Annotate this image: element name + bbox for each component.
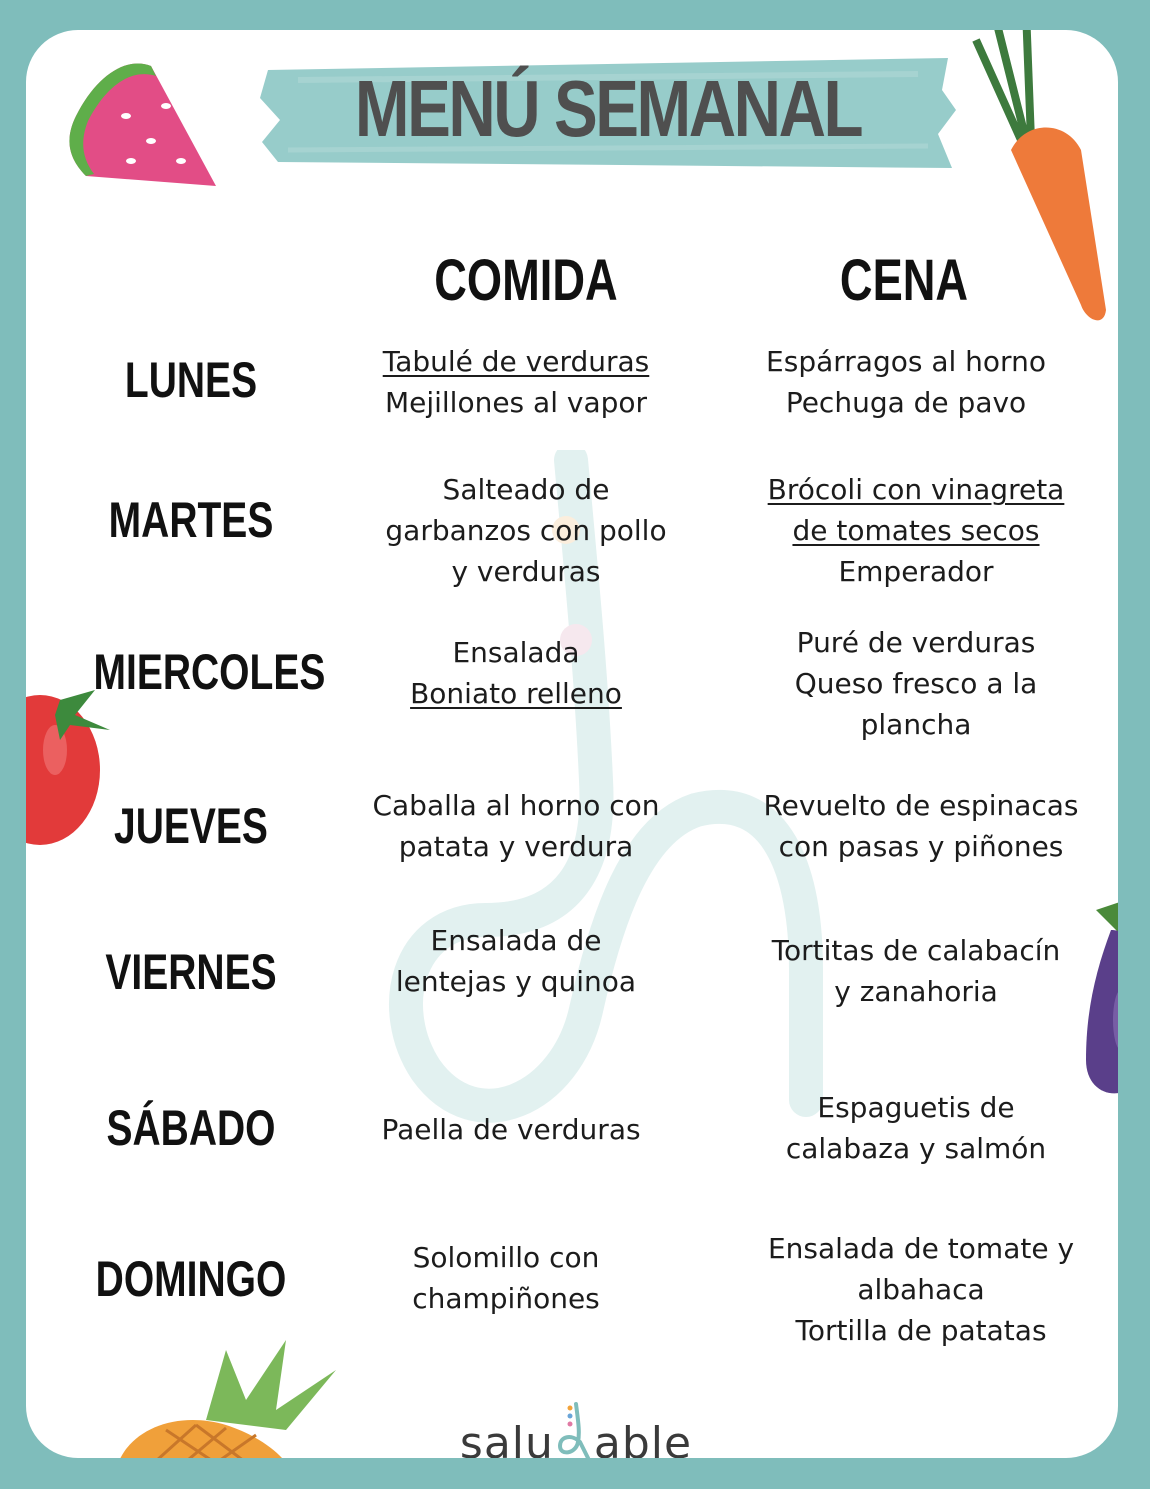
meal-line: Pechuga de pavo bbox=[785, 386, 1027, 419]
meal-line: Puré de verduras bbox=[796, 626, 1036, 659]
meal-line: Revuelto de espinacas bbox=[763, 789, 1079, 822]
dinner-thursday bbox=[726, 785, 1116, 867]
brand-logo bbox=[446, 1400, 706, 1458]
watermelon-icon bbox=[56, 46, 246, 196]
lunch-monday bbox=[316, 341, 716, 423]
dinner-friday bbox=[726, 930, 1106, 1012]
dinner-sunday bbox=[731, 1228, 1111, 1351]
day-label-sunday: DOMINGO bbox=[95, 1251, 287, 1307]
meal-line: lentejas y quinoa bbox=[395, 965, 637, 998]
meal-line: albahaca bbox=[857, 1273, 985, 1306]
page-title: MENÚ SEMANAL bbox=[354, 64, 862, 153]
lunch-wednesday bbox=[316, 632, 716, 714]
meal-line: de tomates secos bbox=[792, 514, 1040, 547]
meal-line: Brócoli con vinagreta bbox=[767, 473, 1065, 506]
tomato-icon bbox=[26, 660, 120, 850]
menu-card bbox=[26, 30, 1118, 1458]
meal-line: Caballa al horno con bbox=[372, 789, 660, 822]
carrot-icon bbox=[956, 30, 1118, 330]
day-label-tuesday: MARTES bbox=[108, 492, 274, 548]
meal-line: Tortitas de calabacín bbox=[771, 934, 1061, 967]
logo-text-left: salu bbox=[459, 1418, 554, 1458]
meal-line: con pasas y piñones bbox=[778, 830, 1064, 863]
meal-line: Mejillones al vapor bbox=[384, 386, 648, 419]
meal-line: garbanzos con pollo bbox=[385, 514, 667, 547]
day-label-thursday: JUEVES bbox=[114, 798, 268, 854]
day-label-wednesday: MIERCOLES bbox=[93, 644, 326, 700]
meal-line: Emperador bbox=[838, 555, 994, 588]
meal-line: Salteado de bbox=[442, 473, 610, 506]
dinner-saturday bbox=[726, 1087, 1106, 1169]
pineapple-icon bbox=[106, 1330, 366, 1458]
meal-line: Tabulé de verduras bbox=[382, 345, 650, 378]
lunch-friday bbox=[316, 920, 716, 1002]
day-label-monday: LUNES bbox=[124, 352, 258, 408]
meal-line: plancha bbox=[860, 708, 972, 741]
dinner-wednesday bbox=[726, 622, 1106, 745]
meal-line: Ensalada bbox=[452, 636, 580, 669]
lunch-sunday bbox=[306, 1237, 706, 1319]
dinner-monday bbox=[716, 341, 1096, 423]
meal-line: y zanahoria bbox=[834, 975, 998, 1008]
column-header-lunch: COMIDA bbox=[434, 248, 618, 313]
meal-line: Espaguetis de bbox=[817, 1091, 1015, 1124]
lunch-thursday bbox=[316, 785, 716, 867]
meal-line: Espárragos al horno bbox=[766, 345, 1046, 378]
meal-line: y verduras bbox=[451, 555, 601, 588]
column-header-dinner: CENA bbox=[839, 248, 969, 313]
day-label-friday: VIERNES bbox=[105, 944, 277, 1000]
meal-line: Queso fresco a la bbox=[794, 667, 1038, 700]
meal-line: Boniato relleno bbox=[410, 677, 622, 710]
logo-text-right: able bbox=[593, 1418, 693, 1458]
meal-line: Solomillo con bbox=[412, 1241, 600, 1274]
dinner-tuesday bbox=[726, 469, 1106, 592]
eggplant-icon bbox=[1066, 890, 1118, 1110]
lunch-tuesday bbox=[326, 469, 726, 592]
meal-line: champiñones bbox=[412, 1282, 600, 1315]
meal-line: calabaza y salmón bbox=[785, 1132, 1047, 1165]
meal-line: patata y verdura bbox=[398, 830, 634, 863]
logo-mark-icon bbox=[554, 1400, 594, 1458]
meal-line: Tortilla de patatas bbox=[795, 1314, 1047, 1347]
meal-line: Ensalada de bbox=[430, 924, 602, 957]
meal-line: Paella de verduras bbox=[381, 1113, 641, 1146]
day-label-saturday: SÁBADO bbox=[106, 1100, 276, 1156]
lunch-saturday bbox=[311, 1109, 711, 1150]
meal-line: Ensalada de tomate y bbox=[767, 1232, 1075, 1265]
